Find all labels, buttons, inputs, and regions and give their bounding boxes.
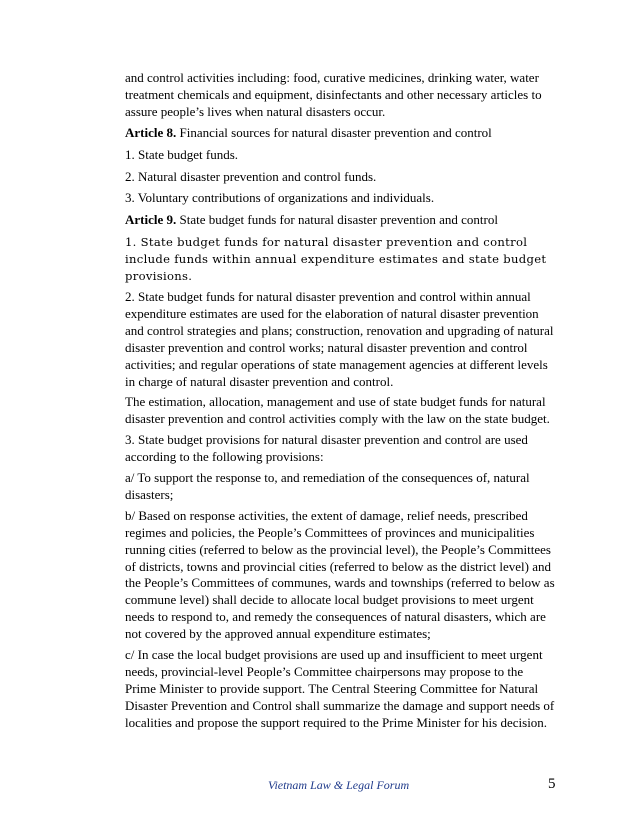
- article-9-clause-2: 2. State budget funds for natural disaster prevention and control within annual expenditure estimates are used for the elaboration of natural disaster prevention and control strategies and plans; construction, renovation and upgrading of natural disaster prevention and control works; natural disaster prevention and control activities; and regular operations of state management agencies at different levels in charge of natural disaster prevention and control.: [125, 288, 554, 389]
- article-9-clause-3: 3. State budget provisions for natural disaster prevention and control are used according to the following provisions:: [125, 432, 528, 465]
- article-9-point-b: b/ Based on response activities, the extent of damage, relief needs, prescribed regimes and policies, the People’s Committees of provinces and municipalities running cities (referred to below as the provincial level), the People’s Committees of districts, towns and provincial cities (referred to below as the district level) and the People’s Committees of communes, wards and townships (referred to below as commune level) shall decide to allocate local budget provisions to meet urgent needs to respond to, and remedy the consequences of natural disasters, which are not covered by the approved annual expenditure estimates;: [125, 507, 555, 642]
- article-9-point-a: a/ To support the response to, and remediation of the consequences of, natural disasters;: [125, 470, 530, 502]
- article-9-heading: [125, 212, 557, 229]
- page-footer: [0, 778, 638, 798]
- footer-publication-title: Vietnam Law & Legal Forum: [268, 778, 410, 792]
- continuation-paragraph: and control activities including: food, curative medicines, drinking water, water treatment chemicals and equipment, disinfectants and other necessary articles to assure people’s lives when natural disasters occur.: [125, 70, 542, 119]
- article-8-heading: [125, 125, 557, 142]
- article-8-item-3: 3. Voluntary contributions of organizations and individuals.: [125, 190, 435, 206]
- article-9-clause-1: 1. State budget funds for natural disaster prevention and control include funds within annual expenditure estimates and state budget provisions.: [125, 235, 547, 284]
- article-8-item-1: 1. State budget funds.: [125, 146, 239, 162]
- article-9-point-c: c/ In case the local budget provisions are used up and insufficient to meet urgent needs, provincial-level People’s Committee chairpersons may propose to the Prime Minister to provide support. The Central Steering Committee for Natural Disaster Prevention and Control shall summarize the damage and support needs of localities and propose the support required to the Prime Minister for his decision.: [125, 647, 555, 730]
- article-8-title: Financial sources for natural disaster prevention and control: [176, 124, 492, 140]
- document-body: [125, 70, 557, 736]
- article-8-label: Article 8.: [125, 124, 177, 140]
- article-9-label: Article 9.: [125, 212, 177, 228]
- article-9-title: State budget funds for natural disaster prevention and control: [176, 212, 498, 228]
- article-9-estimation-paragraph: The estimation, allocation, management and use of state budget funds for natural disaster prevention and control activities comply with the law on the state budget.: [125, 394, 550, 427]
- page-number: 5: [548, 776, 556, 792]
- article-8-item-2: 2. Natural disaster prevention and control funds.: [125, 168, 377, 184]
